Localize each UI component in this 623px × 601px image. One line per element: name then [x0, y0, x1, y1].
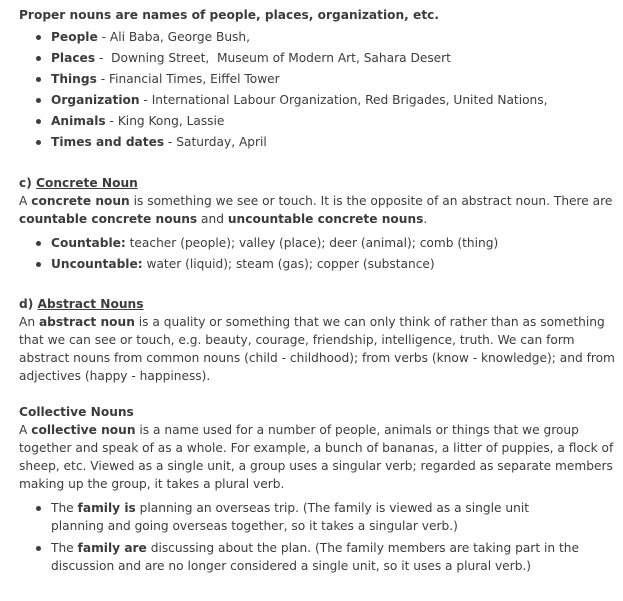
abstract-noun-definition — [19, 313, 619, 385]
list-item — [34, 70, 619, 88]
section-spacer — [19, 276, 619, 295]
text-run-bold: family are — [77, 541, 147, 555]
list-item — [34, 499, 619, 535]
concrete-noun-definition — [19, 192, 619, 228]
list-item-text: King Kong, Lassie — [117, 114, 225, 128]
section-spacer — [19, 385, 619, 403]
list-item-separator: - — [96, 72, 109, 86]
proper-nouns-intro: Proper nouns are names of people, places, organization, etc. — [19, 8, 440, 22]
list-item-term: People — [51, 30, 98, 44]
list-item — [34, 112, 619, 130]
text-run-bold: uncountable concrete nouns — [227, 212, 424, 226]
list-item — [34, 91, 619, 109]
list-item-text: teacher (people); valley (place); deer (animal); comb (thing) — [125, 236, 499, 250]
list-item-term: Animals — [51, 114, 106, 128]
list-item-term: Places — [51, 51, 96, 65]
concrete-noun-heading — [19, 174, 619, 192]
list-item-separator: - — [95, 51, 112, 65]
list-item-text: water (liquid); steam (gas); copper (substance) — [142, 257, 435, 271]
list-item-text: Saturday, April — [176, 135, 267, 149]
list-item-term: Countable: — [51, 236, 126, 250]
text-run: . — [423, 212, 428, 226]
list-item-text: Downing Street, Museum of Modern Art, Sahara Desert — [111, 51, 451, 65]
list-item-text: International Labour Organization, Red Brigades, United Nations, — [151, 93, 548, 107]
text-run-bold: countable concrete nouns — [19, 212, 198, 226]
list-item — [34, 28, 619, 46]
text-run: is a quality or something that we can only think of rather than as something that we can see or touch, e.g. beauty, courage, friendship, intelligence, truth. We can form abstract nouns from common nouns (child - childhood); from verbs (know - knowledge); and from adjectives (happy - happiness). — [19, 315, 615, 383]
collective-noun-examples — [19, 499, 619, 575]
list-item-term: Uncountable: — [51, 257, 143, 271]
text-run: and — [197, 212, 228, 226]
list-item-term: Organization — [51, 93, 140, 107]
text-run-bold: abstract noun — [38, 315, 135, 329]
text-run: discussing about the plan. (The family members are taking part in the discussion and are no longer considered a single unit, so it uses a plural verb.) — [51, 541, 579, 573]
list-item — [34, 49, 619, 67]
concrete-noun-list — [19, 234, 619, 273]
text-run-bold: concrete noun — [31, 194, 130, 208]
document-body — [19, 6, 619, 579]
heading-label: Abstract Nouns — [37, 297, 144, 311]
list-item-separator: - — [97, 30, 110, 44]
list-item — [34, 234, 619, 252]
text-run: The — [51, 541, 78, 555]
text-run: is something we see or touch. It is the opposite of an abstract noun. There are — [129, 194, 613, 208]
list-item-text: Ali Baba, George Bush, — [109, 30, 251, 44]
list-item — [34, 133, 619, 151]
text-run-bold: collective noun — [31, 423, 136, 437]
list-item-separator: - — [139, 93, 152, 107]
list-item-term: Things — [51, 72, 97, 86]
heading-prefix: c) — [19, 176, 37, 190]
list-item-term: Times and dates — [51, 135, 165, 149]
text-run: is a name used for a number of people, animals or things that we group together and speak of as a whole. For example, a bunch of bananas, a litter of puppies, a flock of sheep, etc. Viewed as a single unit, a group uses a singular verb; regarded as separate members making up the group, it takes a plural verb. — [19, 423, 614, 491]
text-run-bold: family is — [77, 501, 136, 515]
list-item-separator: - — [105, 114, 118, 128]
collective-noun-definition — [19, 421, 619, 493]
text-run: planning an overseas trip. (The family is viewed as a single unit planning and going overseas together, so it takes a singular verb.) — [51, 501, 529, 533]
heading-prefix: d) — [19, 297, 38, 311]
list-item — [34, 255, 619, 273]
list-item-text: Financial Times, Eiffel Tower — [108, 72, 280, 86]
text-run: A — [19, 194, 32, 208]
text-run: The — [51, 501, 78, 515]
proper-nouns-list — [19, 28, 619, 151]
text-run: A — [19, 423, 32, 437]
heading-label: Concrete Noun — [36, 176, 138, 190]
abstract-noun-heading — [19, 295, 619, 313]
section-spacer — [19, 154, 619, 174]
list-item — [34, 539, 619, 575]
text-run: An — [19, 315, 39, 329]
list-item-separator: - — [164, 135, 177, 149]
collective-noun-heading: Collective Nouns — [19, 405, 134, 419]
